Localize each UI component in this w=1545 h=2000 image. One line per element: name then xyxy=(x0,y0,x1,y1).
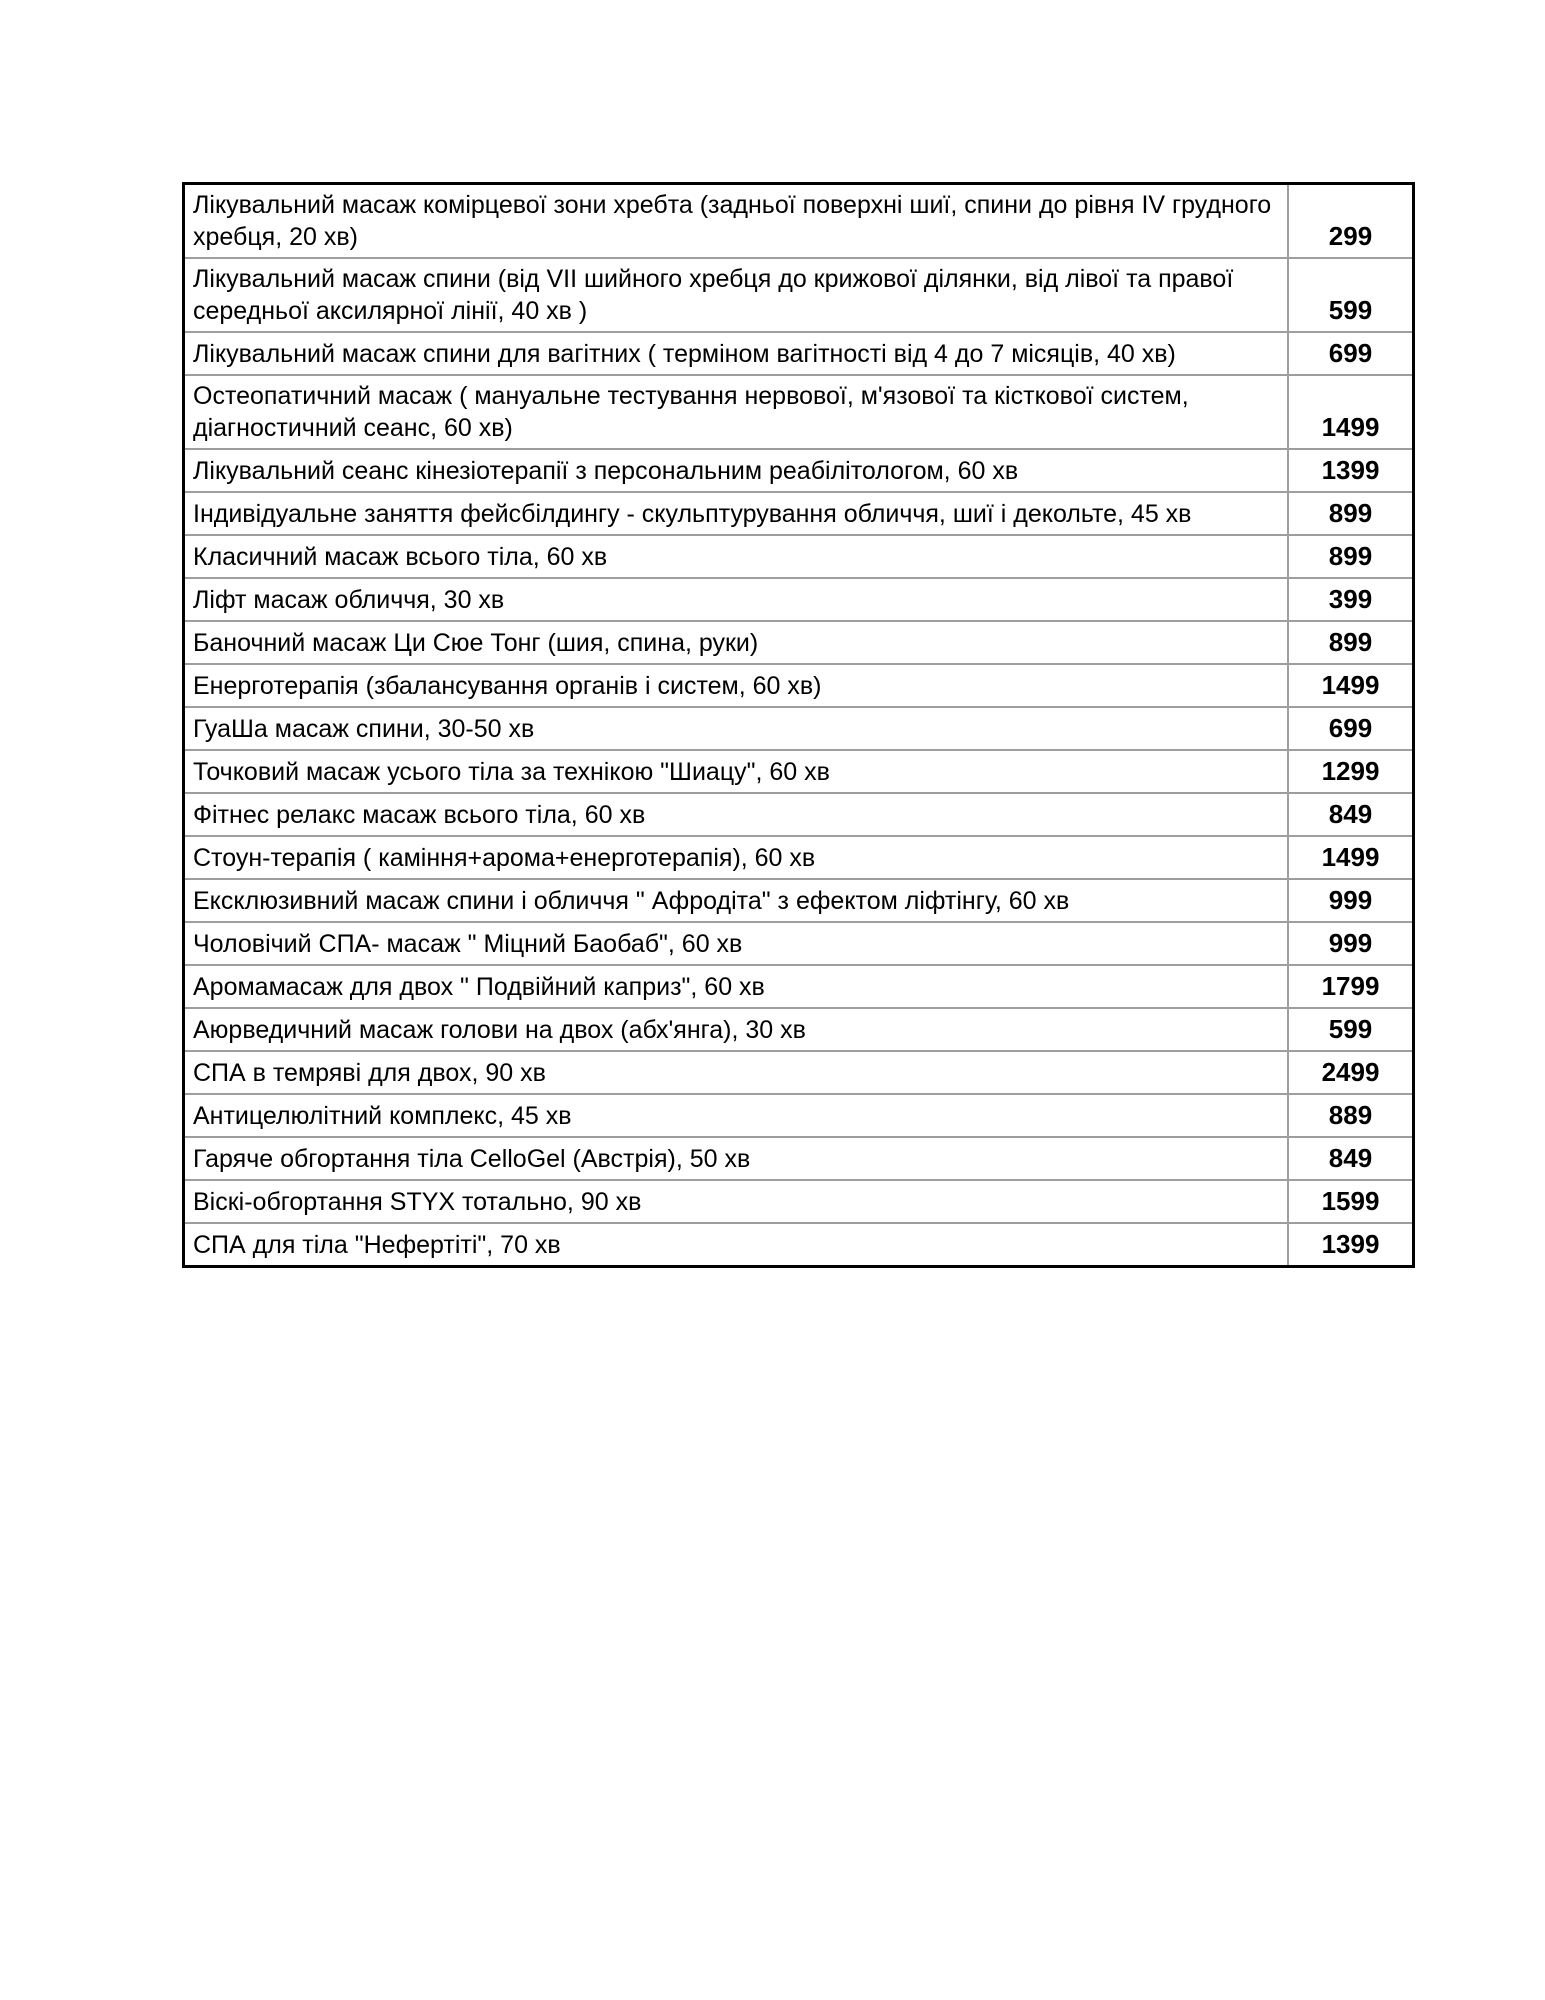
price-cell: 1799 xyxy=(1288,965,1414,1008)
service-name-cell: Індивідуальне заняття фейсбілдингу - скульптурування обличчя, шиї і декольте, 45 хв xyxy=(184,492,1289,535)
service-name-cell: Баночний масаж Ци Сюе Тонг (шия, спина, руки) xyxy=(184,621,1289,664)
service-name-cell: Аромамасаж для двох " Подвійний каприз", 60 хв xyxy=(184,965,1289,1008)
service-name-cell: Ексклюзивний масаж спини і обличчя " Афродіта" з ефектом ліфтінгу, 60 хв xyxy=(184,879,1289,922)
service-name-cell: Антицелюлітний комплекс, 45 хв xyxy=(184,1094,1289,1137)
service-name-cell: СПА в темряві для двох, 90 хв xyxy=(184,1051,1289,1094)
price-cell: 399 xyxy=(1288,578,1414,621)
service-name-cell: Ліфт масаж обличчя, 30 хв xyxy=(184,578,1289,621)
price-cell: 1499 xyxy=(1288,836,1414,879)
price-cell: 699 xyxy=(1288,707,1414,750)
price-cell: 899 xyxy=(1288,621,1414,664)
table-row xyxy=(184,922,1414,965)
table-row xyxy=(184,879,1414,922)
service-name-cell: Точковий масаж усього тіла за технікою "Шиацу", 60 хв xyxy=(184,750,1289,793)
service-name-cell: ГуаШа масаж спини, 30-50 хв xyxy=(184,707,1289,750)
table-row xyxy=(184,492,1414,535)
price-cell: 1499 xyxy=(1288,375,1414,449)
service-name-cell: Лікувальний масаж спини (від VII шийного хребця до крижової ділянки, від лівої та правої середньої аксилярної лінії, 40 хв ) xyxy=(184,258,1289,332)
price-cell: 1499 xyxy=(1288,664,1414,707)
table-row xyxy=(184,707,1414,750)
table-row xyxy=(184,1094,1414,1137)
price-cell: 699 xyxy=(1288,332,1414,375)
price-list-table xyxy=(182,182,1415,1268)
service-name-cell: Фітнес релакс масаж всього тіла, 60 хв xyxy=(184,793,1289,836)
price-cell: 849 xyxy=(1288,1137,1414,1180)
table-row xyxy=(184,750,1414,793)
table-row xyxy=(184,965,1414,1008)
service-name-cell: Стоун-терапія ( каміння+арома+енерготерапія), 60 хв xyxy=(184,836,1289,879)
table-row xyxy=(184,332,1414,375)
service-name-cell: Чоловічий СПА- масаж " Міцний Баобаб", 60 хв xyxy=(184,922,1289,965)
table-row xyxy=(184,1137,1414,1180)
service-name-cell: Лікувальний масаж комірцевої зони хребта (задньої поверхні шиї, спини до рівня IV грудного хребця, 20 хв) xyxy=(184,184,1289,259)
price-cell: 1399 xyxy=(1288,1223,1414,1267)
table-row xyxy=(184,375,1414,449)
table-row xyxy=(184,1008,1414,1051)
price-cell: 299 xyxy=(1288,184,1414,259)
table-row xyxy=(184,184,1414,259)
service-name-cell: Остеопатичний масаж ( мануальне тестування нервової, м'язової та кісткової систем, діагностичний сеанс, 60 хв) xyxy=(184,375,1289,449)
service-name-cell: Лікувальний масаж спини для вагітних ( терміном вагітності від 4 до 7 місяців, 40 хв) xyxy=(184,332,1289,375)
table-row xyxy=(184,535,1414,578)
table-row xyxy=(184,1223,1414,1267)
service-name-cell: Аюрведичний масаж голови на двох (абх'янга), 30 хв xyxy=(184,1008,1289,1051)
table-row xyxy=(184,578,1414,621)
price-cell: 599 xyxy=(1288,1008,1414,1051)
price-cell: 599 xyxy=(1288,258,1414,332)
service-name-cell: Класичний масаж всього тіла, 60 хв xyxy=(184,535,1289,578)
service-name-cell: Енерготерапія (збалансування органів і систем, 60 хв) xyxy=(184,664,1289,707)
table-row xyxy=(184,621,1414,664)
table-row xyxy=(184,793,1414,836)
price-cell: 849 xyxy=(1288,793,1414,836)
price-cell: 1599 xyxy=(1288,1180,1414,1223)
table-row xyxy=(184,1051,1414,1094)
price-cell: 899 xyxy=(1288,535,1414,578)
price-cell: 999 xyxy=(1288,922,1414,965)
table-row xyxy=(184,258,1414,332)
price-cell: 1299 xyxy=(1288,750,1414,793)
price-cell: 999 xyxy=(1288,879,1414,922)
price-cell: 2499 xyxy=(1288,1051,1414,1094)
table-row xyxy=(184,664,1414,707)
price-cell: 899 xyxy=(1288,492,1414,535)
price-cell: 1399 xyxy=(1288,449,1414,492)
table-row xyxy=(184,836,1414,879)
service-name-cell: СПА для тіла "Нефертіті", 70 хв xyxy=(184,1223,1289,1267)
price-table-body xyxy=(184,184,1414,1267)
service-name-cell: Лікувальний сеанс кінезіотерапії з персональним реабілітологом, 60 хв xyxy=(184,449,1289,492)
table-row xyxy=(184,1180,1414,1223)
service-name-cell: Віскі-обгортання STYX тотально, 90 хв xyxy=(184,1180,1289,1223)
service-name-cell: Гаряче обгортання тіла CelloGel (Австрія), 50 хв xyxy=(184,1137,1289,1180)
price-cell: 889 xyxy=(1288,1094,1414,1137)
table-row xyxy=(184,449,1414,492)
